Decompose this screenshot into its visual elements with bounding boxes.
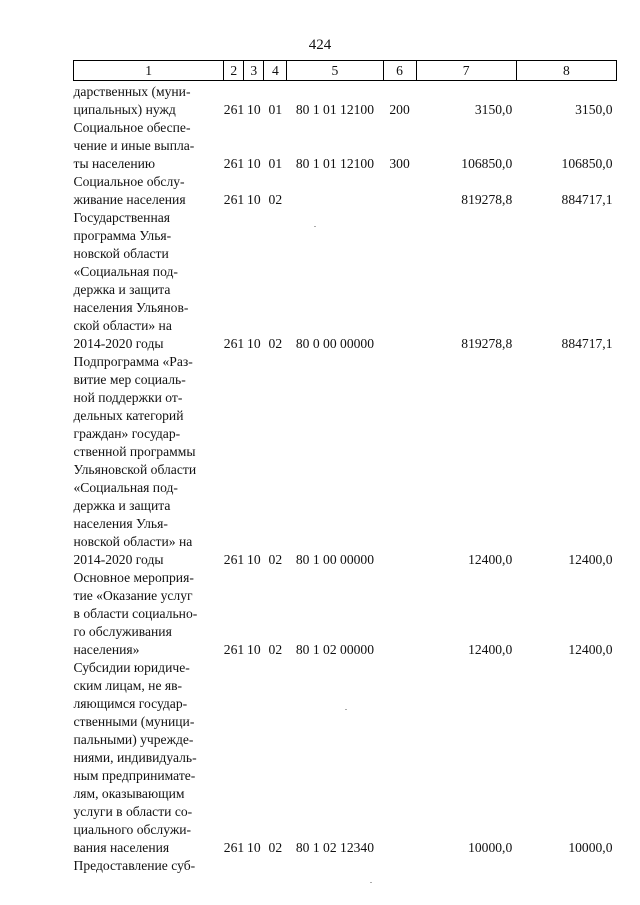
subsection-code-cell: 10	[247, 552, 261, 567]
amount-year2-cell	[516, 857, 616, 875]
amount-year2-cell: 3150,0	[575, 102, 613, 117]
row-name-cell	[74, 81, 224, 120]
target-article-cell: 80 1 02 12340	[295, 840, 375, 855]
scan-speck	[314, 226, 316, 227]
target-article-cell: 80 1 00 00000	[295, 552, 375, 567]
section-code-cell: 261	[223, 642, 245, 657]
column-header-6: 6	[383, 61, 416, 81]
expense-type-cell: 300	[389, 156, 410, 171]
row-name-text: Субсидии юридиче- ским лицам, не яв- ляющимся государ- ственными (муници- пальными) учрежде- ниями, индивидуаль- ным предпринимате- лям, оказывающим услуги в области со- циального обслужи- вания населения	[73, 660, 197, 855]
target-article-cell: 80 1 01 12100	[295, 102, 375, 117]
expense-type-cell: 200	[389, 102, 410, 117]
section-code-cell	[224, 857, 244, 875]
subsection2-code-cell	[264, 857, 287, 875]
table-row	[74, 81, 617, 120]
row-name-cell	[74, 209, 224, 353]
page-number: 424	[308, 37, 332, 53]
expense-type-cell	[383, 173, 416, 209]
target-article-cell: 80 1 02 00000	[295, 642, 375, 657]
table-row	[74, 173, 617, 209]
amount-year1-cell: 10000,0	[468, 840, 513, 855]
row-name-cell	[74, 173, 224, 209]
amount-year2-cell: 10000,0	[568, 840, 613, 855]
subsection-code-cell: 10	[247, 840, 261, 855]
table-row	[74, 569, 617, 659]
expense-type-cell	[383, 209, 416, 353]
amount-year1-cell: 819278,8	[461, 336, 513, 351]
amount-year1-cell: 819278,8	[461, 192, 513, 207]
subsection-code-cell: 10	[247, 192, 261, 207]
section-code-cell: 261	[223, 840, 245, 855]
row-name-cell	[74, 119, 224, 173]
scan-speck	[345, 709, 347, 710]
row-name-text: Подпрограмма «Раз- витие мер социаль- ной поддержки от- дельных категорий граждан» государ- ственной программы Ульяновской области «Социальная под- держка и защита населения Улья- новской области» на 2014-2020 годы	[73, 354, 197, 567]
subsection-code-cell: 10	[247, 156, 261, 171]
amount-year2-cell: 884717,1	[561, 192, 613, 207]
amount-year1-cell: 12400,0	[468, 552, 513, 567]
row-name-cell	[74, 659, 224, 857]
subsection-code-cell: 10	[247, 642, 261, 657]
row-name-text: Основное мероприя- тие «Оказание услуг в области социально- го обслуживания населения»	[73, 570, 198, 657]
column-header-3: 3	[244, 61, 264, 81]
amount-year1-cell: 106850,0	[461, 156, 513, 171]
section-code-cell: 261	[223, 102, 245, 117]
table-row	[74, 209, 617, 353]
column-header-8: 8	[516, 61, 616, 81]
amount-year1-cell	[416, 857, 516, 875]
expense-type-cell	[383, 857, 416, 875]
column-header-7: 7	[416, 61, 516, 81]
amount-year2-cell: 884717,1	[561, 336, 613, 351]
scan-speck	[370, 882, 372, 883]
table-row	[74, 353, 617, 569]
amount-year2-cell: 12400,0	[568, 642, 613, 657]
subsection-code-cell	[244, 857, 264, 875]
target-article-cell: 80 1 01 12100	[295, 156, 375, 171]
row-name-cell	[74, 569, 224, 659]
column-header-5: 5	[287, 61, 383, 81]
column-header-4: 4	[264, 61, 287, 81]
amount-year2-cell: 12400,0	[568, 552, 613, 567]
subsection2-code-cell: 01	[268, 102, 283, 117]
section-code-cell: 261	[223, 156, 245, 171]
amount-year1-cell: 12400,0	[468, 642, 513, 657]
row-name-cell	[74, 857, 224, 875]
expense-type-cell	[383, 569, 416, 659]
subsection2-code-cell: 02	[268, 336, 283, 351]
subsection2-code-cell: 02	[268, 642, 283, 657]
row-name-cell	[74, 353, 224, 569]
table-row	[74, 659, 617, 857]
expense-type-cell	[383, 353, 416, 569]
subsection-code-cell: 10	[247, 336, 261, 351]
row-name-text: дарственных (муни- ципальных) нужд	[73, 84, 191, 117]
table-body	[74, 81, 617, 876]
section-code-cell: 261	[223, 336, 245, 351]
row-name-text: Предоставление суб-	[73, 858, 196, 873]
row-name-text: Социальное обеспе- чение и иные выпла- ты населению	[73, 120, 195, 171]
row-name-text: Социальное обслу- живание населения	[73, 174, 186, 207]
target-article-cell: 80 0 00 00000	[295, 336, 375, 351]
subsection2-code-cell: 02	[268, 840, 283, 855]
subsection2-code-cell: 02	[268, 192, 283, 207]
table-header-row	[74, 61, 617, 81]
target-article-cell	[287, 857, 383, 875]
table-row	[74, 857, 617, 875]
target-article-cell	[287, 173, 383, 209]
subsection-code-cell: 10	[247, 102, 261, 117]
column-header-2: 2	[224, 61, 244, 81]
section-code-cell: 261	[223, 552, 245, 567]
amount-year1-cell: 3150,0	[474, 102, 513, 117]
column-header-1: 1	[74, 61, 224, 81]
table-row	[74, 119, 617, 173]
amount-year2-cell: 106850,0	[561, 156, 613, 171]
subsection2-code-cell: 01	[268, 156, 283, 171]
expense-type-cell	[383, 659, 416, 857]
budget-table	[73, 60, 617, 875]
row-name-text: Государственная программа Улья- новской области «Социальная под- держка и защита населения Ульянов- ской области» на 2014-2020 годы	[73, 210, 189, 351]
section-code-cell: 261	[223, 192, 245, 207]
subsection2-code-cell: 02	[268, 552, 283, 567]
